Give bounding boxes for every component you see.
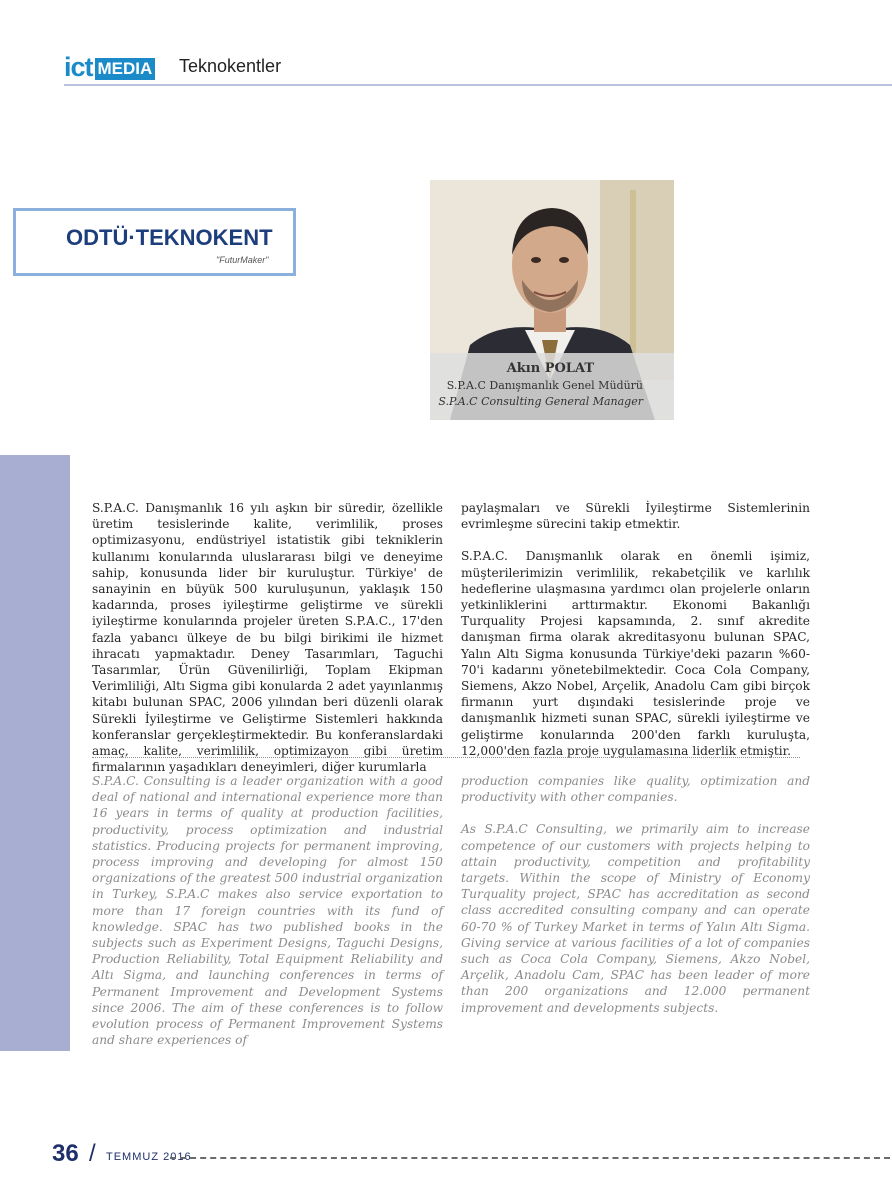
article-tr-paragraph: S.P.A.C. Danışmanlık 16 yılı aşkın bir süredir, özellikle üretim tesislerinde kalite, verimlilik, proses optimizasyonu, endüstriyel istatistik gibi tekniklerin kullanımı konularında uluslararası bilgi ve deneyime sahip, konusunda lider bir kuruluştur. Türkiye' de sanayinin en büyük 500 kuruluşunun, yaklaşık 150 kadarında, proses iyileştirme geliştirme ve sürekli iyileştirme konularında projeler üreten S.P.A.C., 17'den fazla yabancı ülkeye de bu bilgi birikimi ile hizmet ihracatı yapmaktadır. Deney Tasarımları, Taguchi Tasarımlar, Ürün Güvenilirliği, Toplam Ekipman Verimliliği, Altı Sigma gibi konularda 2 adet yayınlanmış kitabı bulunan SPAC, 2006 yılından beri düzenli olarak Sürekli İyileştirme ve Geliştirme Sistemleri hakkında konferanslar gerçekleştirmektedir. Bu konferanslardaki amaç, kalite, verimlilik, optimizayon gibi üretim firmalarının yaşadıkları deneyimleri, diğer kurumlarla bbox=[92, 501, 443, 775]
article-tr-right-column bbox=[461, 500, 810, 775]
section-title: Teknokentler bbox=[179, 56, 282, 76]
portrait-caption bbox=[430, 353, 674, 420]
decorative-side-band bbox=[0, 455, 70, 1051]
portrait-title-en: S.P.A.C Consulting General Manager bbox=[438, 395, 643, 408]
logo-ict-text: ict bbox=[64, 52, 93, 82]
odtu-teknokent-badge bbox=[13, 208, 296, 276]
article-tr-left-column bbox=[92, 500, 443, 791]
ictmedia-logo bbox=[64, 50, 155, 84]
logo-media-text: MEDIA bbox=[95, 58, 156, 80]
article-en-paragraph: S.P.A.C. Consulting is a leader organization with a good deal of national and international experience more than 16 years in terms of quality at production facilities, productivity, process optimization and industrial statistics. Producing projects for permanent improving, process improving and developing for almost 150 organizations of the greatest 500 industrial organization in Turkey, S.P.A.C makes also service exportation to more than 17 foreign countries with its fund of knowledge. SPAC has two published books in the subjects such as Experiment Designs, Taguchi Designs, Production Reliability, Total Equipment Reliability and Altı Sigma, and launching conferences in terms of Permanent Improvement and Development Systems since 2006. The aim of these conferences is to follow evolution process of Permanent Improvement Systems and share experiences of bbox=[92, 774, 443, 1048]
odtu-teknokent-name: ODTÜ·TEKNOKENT bbox=[66, 225, 273, 250]
footer-slash: / bbox=[89, 1140, 96, 1167]
portrait-name: Akın POLAT bbox=[506, 361, 594, 376]
article-en-paragraph: production companies like quality, optimization and productivity with other companies. bbox=[461, 774, 810, 805]
header-rule bbox=[64, 84, 892, 86]
issue-date: TEMMUZ 2016 bbox=[106, 1151, 192, 1163]
page-footer bbox=[52, 1140, 892, 1170]
dotted-divider bbox=[92, 757, 800, 758]
article-en-paragraph: As S.P.A.C Consulting, we primarily aim to increase competence of our customers with projects helping to attain productivity, competition and profitability targets. Within the scope of Ministry of Economy Turquality project, SPAC has accreditation as second class accredited consulting company and can operate 60-70 % of Turkey Market in terms of Yalın Altı Sigma. Giving service at various facilities of a lot of companies such as Coca Cola Company, Siemens, Akzo Nobel, Arçelik, Anadolu Cam, SPAC has been leader of more than 200 organizations and 12.000 permanent improvement and developments subjects. bbox=[461, 822, 810, 1015]
odtu-tagline: "FuturMaker" bbox=[216, 255, 269, 265]
article-en-right-column bbox=[461, 773, 810, 1032]
article-en-left-column bbox=[92, 773, 443, 1064]
portrait-title-tr: S.P.A.C Danışmanlık Genel Müdürü bbox=[446, 379, 643, 392]
page-number: 36 bbox=[52, 1140, 79, 1167]
article-tr-paragraph: S.P.A.C. Danışmanlık olarak en önemli işimiz, müşterilerimizin verimlilik, rekabetçilik ve karlılık hedeflerine ulaşmasına yardımcı olan projelerle onların yetkinliklerini arttırmaktır. Ekonomi Bakanlığı Turquality Projesi kapsamında, 2. sınıf akredite danışman firma olarak akreditasyonu bulunan SPAC, Yalın Altı Sigma konusunda Türkiye'deki pazarın %60-70'i kadarını yönetebilmektedir. Coca Cola Company, Siemens, Akzo Nobel, Arçelik, Anadolu Cam gibi birçok firmanın yurt dışındaki tesislerinde proje ve danışmanlık hizmeti sunan SPAC, sürekli iyileştirme ve geliştirme konularında 200'den farklı kuruluşta, 12,000'den fazla proje uygulamasına liderlik etmiştir. bbox=[461, 549, 810, 758]
footer-rule bbox=[170, 1157, 890, 1159]
article-tr-paragraph: paylaşmaları ve Sürekli İyileştirme Sistemlerinin evrimleşme sürecini takip etmektir. bbox=[461, 501, 810, 532]
portrait-photo bbox=[430, 180, 674, 420]
